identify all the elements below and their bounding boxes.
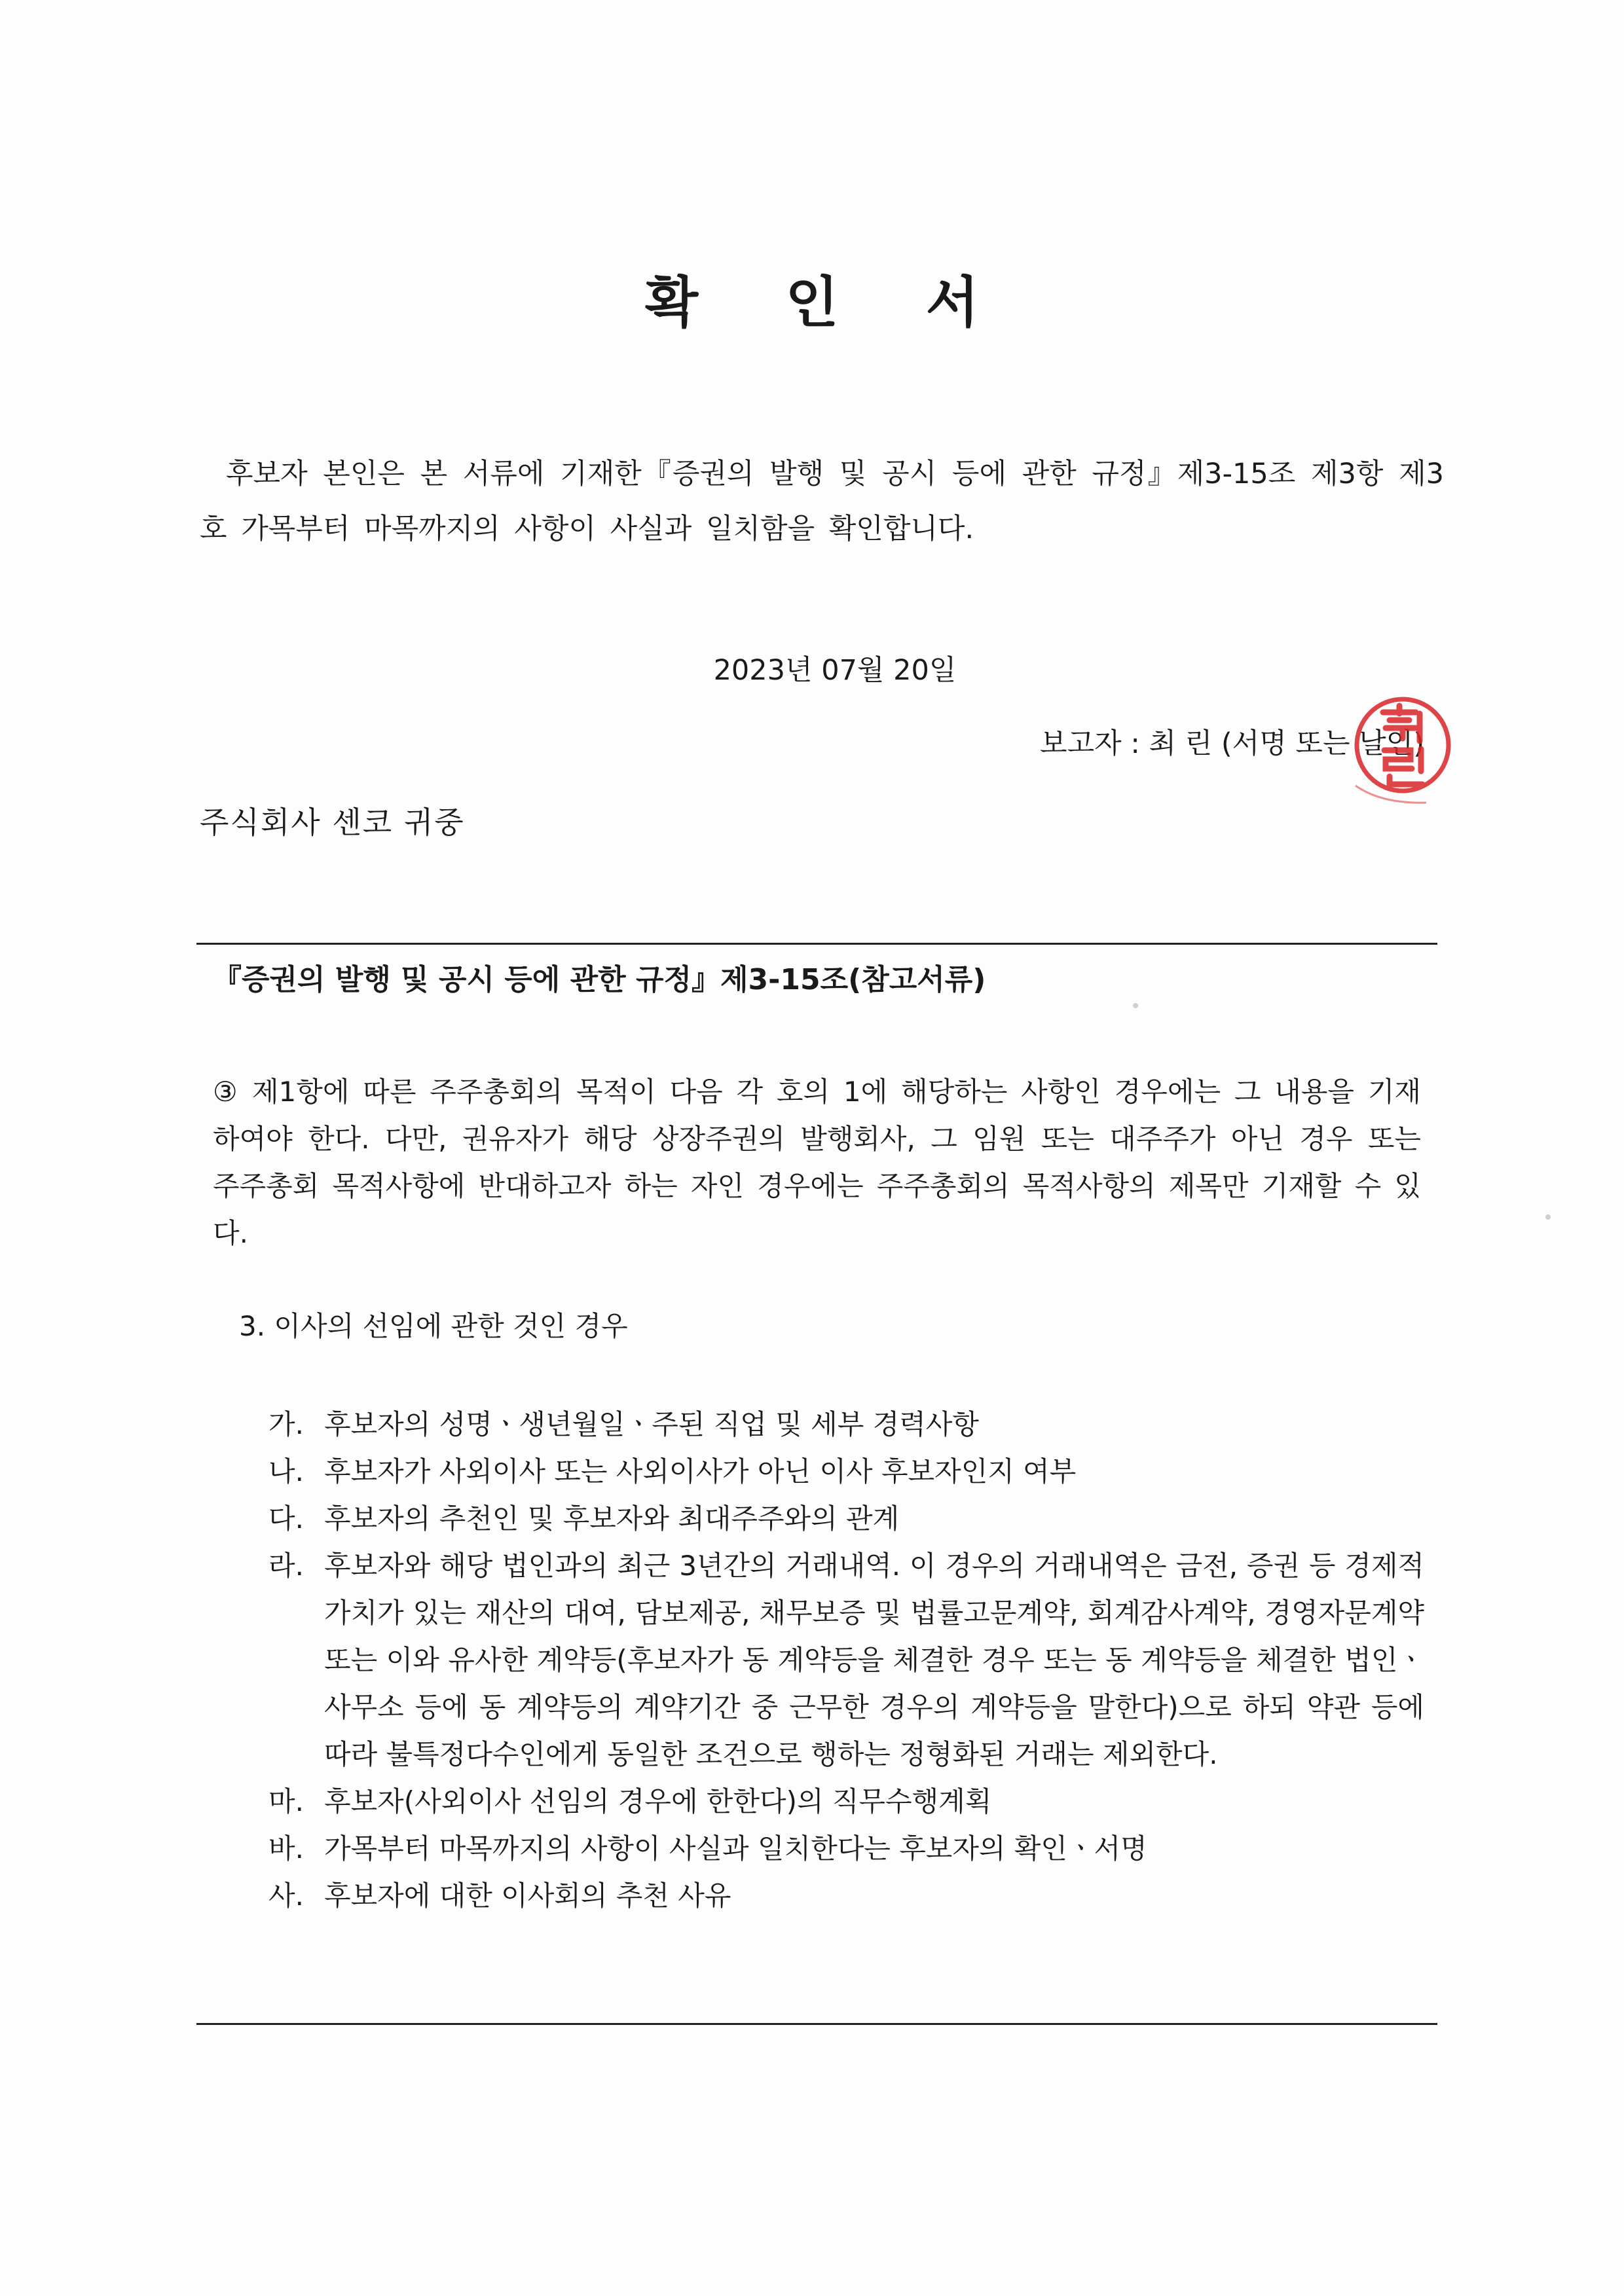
regulation-item-3: 3. 이사의 선임에 관한 것인 경우 xyxy=(239,1310,628,1342)
regulation-title: 『증권의 발행 및 공시 등에 관한 규정』제3-15조(참고서류) xyxy=(213,963,986,996)
list-item xyxy=(268,1778,1424,1825)
list-item-marker: 가. xyxy=(268,1408,304,1440)
section-divider-bottom xyxy=(196,2023,1437,2025)
list-item-text: 후보자와 해당 법인과의 최근 3년간의 거래내역. 이 경우의 거래내역은 금전, 증권 등 경제적 가치가 있는 재산의 대여, 담보제공, 채무보증 및 법률고문계약, 회계감사계약, 경영자문계약 또는 이와 유사한 계약등(후보자가 동 계약등을 체결한 경우 또는 동 계약등을 체결한 법인ㆍ사무소 등에 동 계약등의 계약기간 중 근무한 경우의 계약등을 말한다)으로 하되 약관 등에 따라 불특정다수인에게 동일한 조건으로 행하는 정형화된 거래는 제외한다. xyxy=(324,1550,1424,1770)
reporter-signature-line: 보고자 : 최 린 (서명 또는 날인) xyxy=(1040,727,1424,760)
document-title: 확 인 서 xyxy=(645,270,1013,335)
section-divider-top xyxy=(196,943,1437,945)
regulation-subitem-list xyxy=(268,1401,1424,1920)
scan-speck xyxy=(1545,1214,1551,1220)
confirmation-statement: 후보자 본인은 본 서류에 기재한『증권의 발행 및 공시 등에 관한 규정』제3-15조 제3항 제3호 가목부터 마목까지의 사항이 사실과 일치함을 확인합니다. xyxy=(200,458,1444,545)
red-seal-stamp xyxy=(1342,687,1460,812)
list-item-text: 후보자(사외이사 선임의 경우에 한한다)의 직무수행계획 xyxy=(324,1785,992,1817)
list-item-marker: 다. xyxy=(268,1503,304,1535)
list-item-text: 가목부터 마목까지의 사항이 사실과 일치한다는 후보자의 확인ㆍ서명 xyxy=(324,1832,1147,1865)
list-item-text: 후보자에 대한 이사회의 추천 사유 xyxy=(324,1880,731,1912)
document-date: 2023년 07월 20일 xyxy=(713,654,957,687)
regulation-paragraph-3: ③ 제1항에 따른 주주총회의 목적이 다음 각 호의 1에 해당하는 사항인 경우에는 그 내용을 기재하여야 한다. 다만, 권유자가 해당 상장주권의 발행회사, 그 임원 또는 대주주가 아닌 경우 또는 주주총회 목적사항에 반대하고자 하는 자인 경우에는 주주총회의 목적사항의 제목만 기재할 수 있다. xyxy=(213,1076,1421,1249)
list-item xyxy=(268,1401,1424,1448)
scan-speck xyxy=(1133,1003,1138,1008)
list-item xyxy=(268,1495,1424,1542)
list-item xyxy=(268,1825,1424,1872)
list-item-marker: 바. xyxy=(268,1832,304,1865)
list-item xyxy=(268,1542,1424,1778)
list-item-marker: 마. xyxy=(268,1785,304,1817)
list-item-marker: 라. xyxy=(268,1550,304,1582)
list-item-marker: 나. xyxy=(268,1455,304,1487)
recipient-line: 주식회사 센코 귀중 xyxy=(200,805,465,840)
list-item-text: 후보자의 추천인 및 후보자와 최대주주와의 관계 xyxy=(324,1503,900,1535)
list-item-marker: 사. xyxy=(268,1880,304,1912)
list-item-text: 후보자의 성명ㆍ생년월일ㆍ주된 직업 및 세부 경력사항 xyxy=(324,1408,979,1440)
list-item xyxy=(268,1448,1424,1495)
list-item-text: 후보자가 사외이사 또는 사외이사가 아닌 이사 후보자인지 여부 xyxy=(324,1455,1077,1487)
list-item xyxy=(268,1872,1424,1920)
